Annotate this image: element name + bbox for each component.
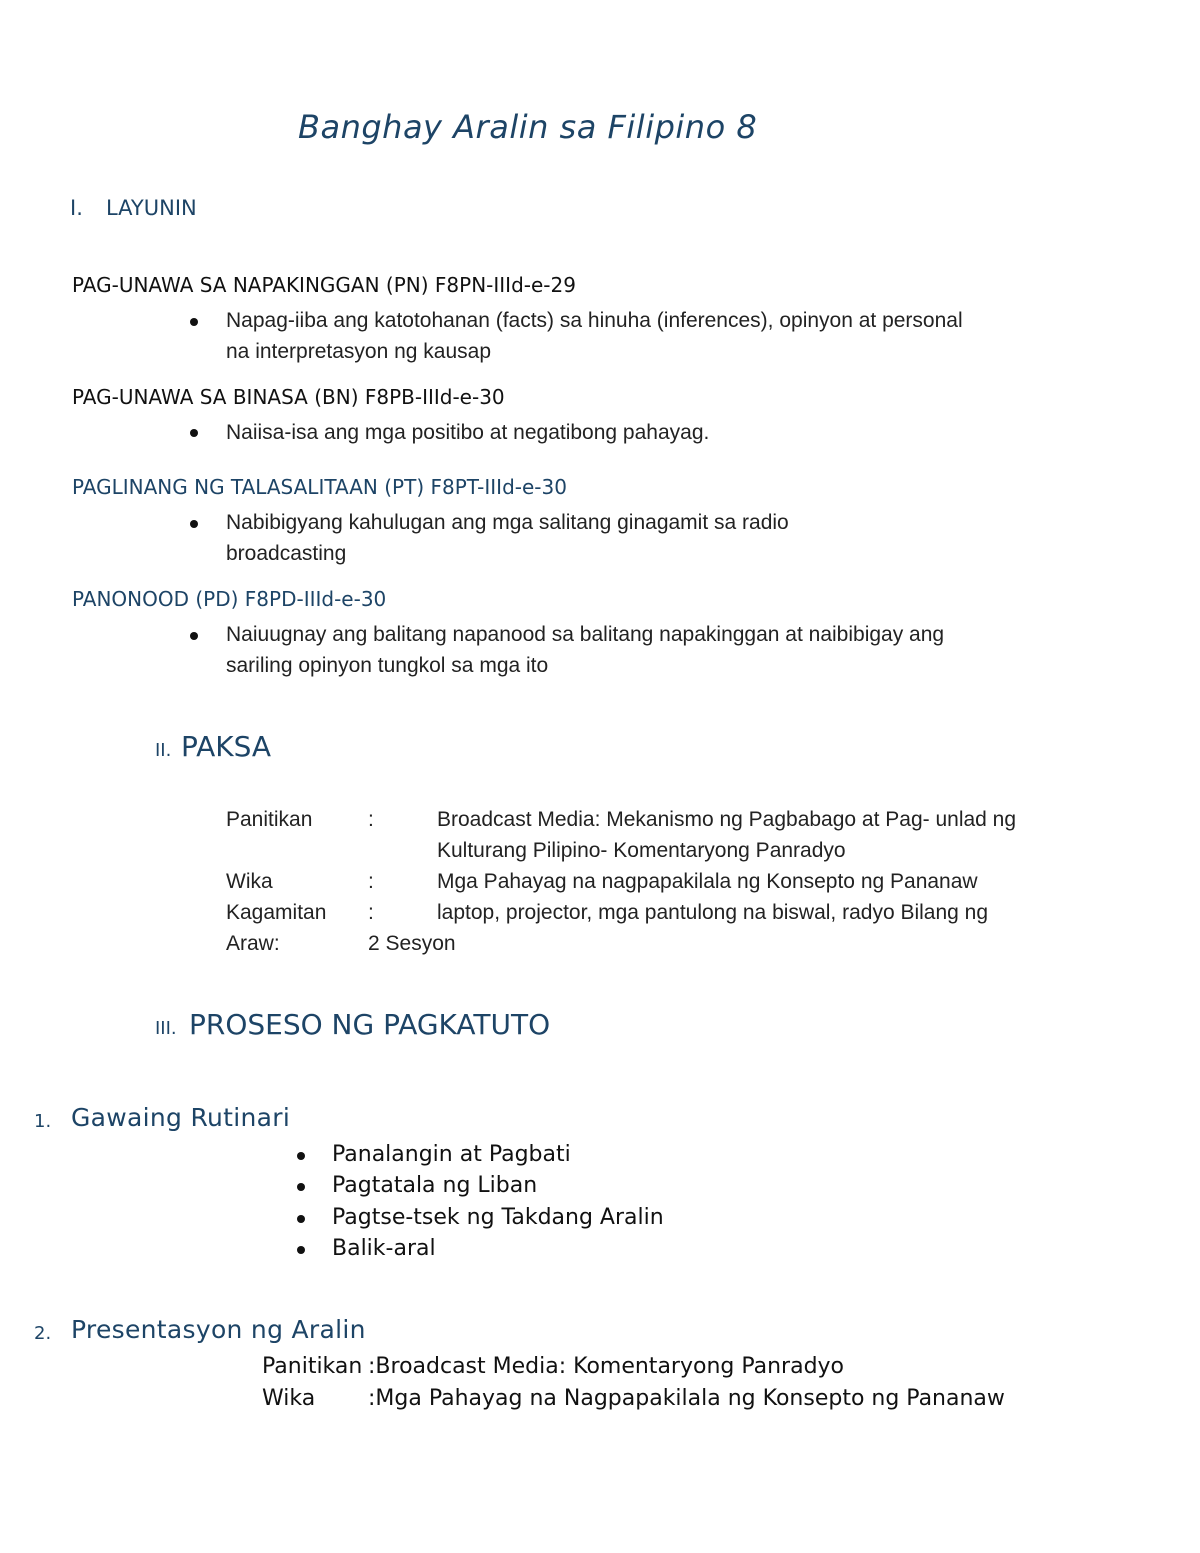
routine-item: Pagtatala ng Liban: [332, 1173, 538, 1198]
routine-item: Pagtse-tsek ng Takdang Aralin: [332, 1205, 664, 1230]
objective-heading-pd: PANONOOD (PD) F8PD-IIId-e-30: [72, 587, 387, 611]
item-1-title: Gawaing Rutinari: [71, 1103, 291, 1132]
objective-pn-line-2: na interpretasyon ng kausap: [226, 340, 492, 363]
section-2-numeral: II.: [155, 740, 172, 761]
bullet-icon: [297, 1152, 305, 1160]
presentation-label-wika: Wika: [262, 1386, 316, 1411]
item-2-number: 2.: [34, 1323, 52, 1344]
objective-bn-line-1: Naiisa-isa ang mga positibo at negatibong pahayag.: [226, 421, 710, 444]
objective-pn-line-1: Napag-iiba ang katotohanan (facts) sa hinuha (inferences), opinyon at personal: [226, 309, 963, 332]
bullet-icon: [297, 1246, 305, 1254]
bullet-icon: [297, 1183, 305, 1191]
paksa-label-kagamitan: Kagamitan: [226, 901, 327, 924]
objective-pd-line-2: sariling opinyon tungkol sa mga ito: [226, 654, 549, 677]
section-3-heading: PROSESO NG PAGKATUTO: [189, 1008, 551, 1041]
bullet-icon: [190, 632, 198, 640]
paksa-value-panitikan-cont: Kulturang Pilipino- Komentaryong Panradyo: [437, 839, 846, 862]
paksa-label-panitikan: Panitikan: [226, 808, 313, 831]
presentation-value-wika: :Mga Pahayag na Nagpapakilala ng Konsepto ng Pananaw: [368, 1386, 1005, 1411]
objective-heading-bn: PAG-UNAWA SA BINASA (BN) F8PB-IIId-e-30: [72, 385, 505, 409]
item-2-title: Presentasyon ng Aralin: [71, 1315, 366, 1344]
objective-pt-line-1: Nabibigyang kahulugan ang mga salitang ginagamit sa radio: [226, 511, 789, 534]
item-1-number: 1.: [34, 1111, 52, 1132]
objective-heading-pn: PAG-UNAWA SA NAPAKINGGAN (PN) F8PN-IIId-e-29: [72, 273, 576, 297]
paksa-colon: :: [368, 870, 374, 893]
objective-heading-pt: PAGLINANG NG TALASALITAAN (PT) F8PT-IIId-e-30: [72, 475, 567, 499]
section-1-heading: LAYUNIN: [106, 196, 197, 220]
objective-pd-line-1: Naiuugnay ang balitang napanood sa balitang napakinggan at naibibigay ang: [226, 623, 945, 646]
paksa-value-araw: 2 Sesyon: [368, 932, 456, 955]
section-1-numeral: I.: [70, 196, 83, 220]
presentation-label-panitikan: Panitikan: [262, 1354, 363, 1379]
paksa-colon: :: [368, 901, 374, 924]
paksa-colon: :: [368, 808, 374, 831]
presentation-value-panitikan: :Broadcast Media: Komentaryong Panradyo: [368, 1354, 845, 1379]
bullet-icon: [297, 1215, 305, 1223]
paksa-value-panitikan: Broadcast Media: Mekanismo ng Pagbabago at Pag- unlad ng: [437, 808, 1017, 831]
paksa-value-wika: Mga Pahayag na nagpapakilala ng Konsepto ng Pananaw: [437, 870, 978, 893]
routine-item: Panalangin at Pagbati: [332, 1142, 571, 1167]
objective-pt-line-2: broadcasting: [226, 542, 347, 565]
paksa-value-kagamitan: laptop, projector, mga pantulong na biswal, radyo Bilang ng: [437, 901, 989, 924]
page-title: Banghay Aralin sa Filipino 8: [298, 108, 758, 146]
bullet-icon: [190, 318, 198, 326]
paksa-label-araw: Araw:: [226, 932, 280, 955]
routine-item: Balik-aral: [332, 1236, 436, 1261]
paksa-label-wika: Wika: [226, 870, 273, 893]
bullet-icon: [190, 429, 198, 437]
bullet-icon: [190, 520, 198, 528]
section-2-heading: PAKSA: [181, 730, 272, 763]
section-3-numeral: III.: [155, 1018, 177, 1039]
